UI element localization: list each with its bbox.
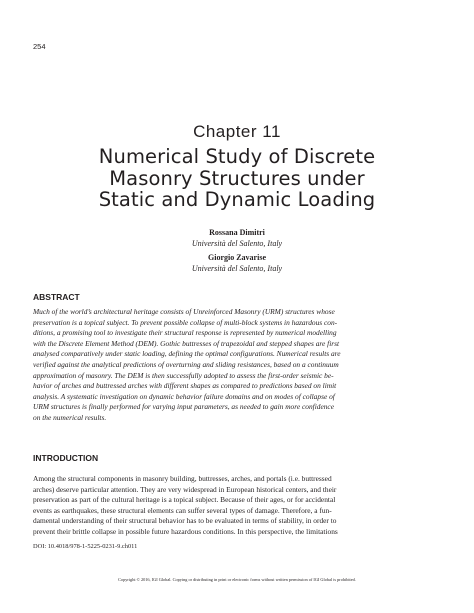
author-affiliation: Università del Salento, Italy	[191, 263, 283, 273]
introduction-heading: INTRODUCTION	[33, 453, 99, 463]
abstract-line: analysed comparatively under static loading, defining the optimal configurations. Numerical results are	[33, 349, 341, 359]
abstract-line: preservation is a topical subject. To prevent possible collapse of multi-block systems in hazardous con-	[33, 317, 338, 327]
abstract-body	[33, 307, 445, 424]
introduction-body	[33, 474, 445, 538]
chapter-title-line: Numerical Study of Discrete	[98, 145, 376, 168]
author-block	[0, 228, 474, 249]
abstract-line: analysis. A systematic investigation on dynamic behavior failure domains and on modes of collapse of	[33, 391, 335, 401]
abstract-line: verified against the analytical predictions of overturning and sliding resistances, based on a continuum	[33, 359, 339, 369]
author-name: Giorgio Zavarise	[208, 253, 266, 262]
abstract-line: ditions, a promising tool to investigate their structural response is represented by numerical modelling	[33, 328, 337, 338]
abstract-line: havior of arches and buttressed arches with different shapes as compared to predictions based on limit	[33, 381, 337, 391]
abstract-line: URM structures is finally performed for varying input parameters, as needed to gain more confidence	[33, 402, 334, 412]
introduction-line: damental understanding of their structural behavior has to be evaluated in terms of stability, in order to	[33, 516, 337, 526]
introduction-line: prevent their brittle collapse in possible future hazardous conditions. In this perspective, the limitations	[33, 526, 338, 536]
copyright-notice: Copyright © 2016, IGI Global. Copying or distributing in print or electronic forms without written permission of IGI Global is prohibited.	[118, 577, 356, 582]
chapter-title	[40, 146, 434, 211]
chapter-title-line: Masonry Structures under	[109, 166, 365, 190]
abstract-line: approximation of masonry. The DEM is then successfully adopted to assess the first-order seismic be-	[33, 370, 334, 380]
chapter-label: Chapter 11	[193, 122, 281, 141]
abstract-line: with the Discrete Element Method (DEM). Gothic buttresses of trapezoidal and stepped shapes are first	[33, 338, 340, 348]
introduction-line: arches) deserve particular attention. They are very widespread in European historical centers, and their	[33, 484, 337, 494]
abstract-heading: ABSTRACT	[33, 292, 80, 302]
introduction-line: Among the structural components in masonry building, buttresses, arches, and portals (i.e. buttressed	[33, 474, 332, 483]
author-block	[0, 253, 474, 274]
abstract-line: Much of the world’s architectural heritage consists of Unreinforced Masonry (URM) structures whose	[33, 307, 335, 316]
page-number: 254	[33, 42, 46, 51]
introduction-line: preservation as part of the cultural heritage is a topical subject. Because of their ages, or for accidental	[33, 495, 336, 505]
abstract-line: on the numerical results.	[33, 412, 107, 422]
doi: DOI: 10.4018/978-1-5225-0231-9.ch011	[33, 543, 138, 550]
introduction-line: events as earthquakes, these structural elements can suffer several types of damage. Therefore, a fun-	[33, 505, 332, 515]
author-name: Rossana Dimitri	[209, 228, 265, 237]
author-affiliation: Università del Salento, Italy	[191, 238, 283, 248]
chapter-title-line: Static and Dynamic Loading	[98, 188, 376, 211]
